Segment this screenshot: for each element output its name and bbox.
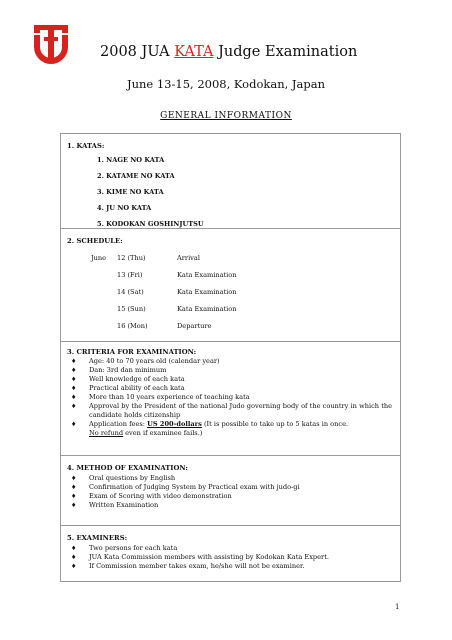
- schedule-event: Kata Examination: [177, 305, 237, 313]
- criteria-item: ♦ Well knowledge of each kata: [71, 375, 185, 383]
- diamond-bullet-icon: ♦: [71, 563, 77, 570]
- document-subtitle: June 13-15, 2008, Kodokan, Japan: [126, 77, 326, 91]
- schedule-event: Arrival: [177, 254, 200, 262]
- method-item: ♦ Oral questions by English: [71, 474, 176, 482]
- schedule-day: 14 (Sat): [117, 288, 144, 296]
- title-suffix: Judge Examination: [213, 44, 358, 60]
- diamond-bullet-icon: ♦: [71, 502, 77, 509]
- method-item: ♦ Confirmation of Judging System by Practical exam with judo-gi: [71, 483, 300, 491]
- method-item: ♦ Written Examination: [71, 501, 159, 509]
- criteria-item: ♦ Practical ability of each kata: [71, 384, 185, 392]
- diamond-bullet-icon: ♦: [71, 493, 77, 500]
- schedule-section: [60, 229, 401, 342]
- examiners-item: ♦ If Commission member takes exam, he/she will not be examiner.: [71, 562, 305, 570]
- diamond-bullet-icon: ♦: [71, 484, 77, 491]
- diamond-bullet-icon: ♦: [71, 385, 77, 392]
- criteria-fee-item: ♦ Application fees: US 200-dollars (It is possible to take up to 5 katas in once. No refund even if examinee fails.): [71, 420, 349, 437]
- kata-item: 3. KIME NO KATA: [97, 188, 164, 196]
- schedule-event: Kata Examination: [177, 271, 237, 279]
- fee-amount: US 200-dollars: [147, 420, 202, 428]
- criteria-title: 3. CRITERIA FOR EXAMINATION:: [67, 348, 197, 356]
- kata-item: 2. KATAME NO KATA: [97, 172, 175, 180]
- diamond-bullet-icon: ♦: [71, 475, 77, 482]
- method-item: ♦ Exam of Scoring with video demonstration: [71, 492, 232, 500]
- kata-item: 1. NAGE NO KATA: [97, 156, 165, 164]
- schedule-title: 2. SCHEDULE:: [67, 237, 123, 245]
- schedule-day: 13 (Fri): [117, 271, 143, 279]
- diamond-bullet-icon: ♦: [71, 554, 77, 561]
- method-title: 4. METHOD OF EXAMINATION:: [67, 464, 188, 472]
- title-kata: KATA: [174, 44, 214, 60]
- document-title: [100, 44, 430, 60]
- diamond-bullet-icon: ♦: [71, 376, 77, 383]
- schedule-day: 12 (Thu): [117, 254, 146, 262]
- kata-item: 4. JU NO KATA: [97, 204, 152, 212]
- title-prefix: 2008 JUA: [100, 44, 175, 60]
- diamond-bullet-icon: ♦: [71, 545, 77, 552]
- criteria-section: [60, 342, 401, 456]
- criteria-list: [67, 357, 392, 438]
- diamond-bullet-icon: ♦: [71, 394, 77, 401]
- kata-item: 5. KODOKAN GOSHINJUTSU: [97, 220, 204, 228]
- examiners-item: ♦ JUA Kata Commission members with assisting by Kodokan Kata Expert.: [71, 553, 329, 561]
- no-refund-text: No refund: [89, 429, 124, 437]
- schedule-event: Kata Examination: [177, 288, 237, 296]
- schedule-day: 16 (Mon): [117, 322, 148, 330]
- diamond-bullet-icon: ♦: [71, 358, 77, 365]
- jua-logo: [31, 21, 71, 65]
- criteria-item: ♦ Approval by the President of the national Judo governing body of the country in which the candidate holds citizenship: [71, 402, 392, 419]
- schedule-day: 15 (Sun): [117, 305, 146, 313]
- katas-title: 1. KATAS:: [67, 142, 105, 150]
- general-information-heading: GENERAL INFORMATION: [160, 111, 292, 121]
- diamond-bullet-icon: ♦: [71, 367, 77, 374]
- examiners-item: ♦ Two persons for each kata: [71, 544, 178, 552]
- page-number: 1: [395, 603, 400, 611]
- examiners-section: [60, 526, 401, 582]
- katas-section: [60, 133, 401, 229]
- examiners-list: [67, 544, 392, 571]
- criteria-item: ♦ Age: 40 to 70 years old (calendar year): [71, 357, 220, 365]
- criteria-item: ♦ More than 10 years experience of teaching kata: [71, 393, 250, 401]
- method-list: [67, 474, 392, 510]
- criteria-item: ♦ Dan: 3rd dan minimum: [71, 366, 167, 374]
- diamond-bullet-icon: ♦: [71, 421, 77, 428]
- schedule-month: June: [91, 254, 107, 262]
- diamond-bullet-icon: ♦: [71, 403, 77, 410]
- examiners-title: 5. EXAMINERS:: [67, 534, 128, 542]
- schedule-event: Departure: [177, 322, 212, 330]
- method-section: [60, 456, 401, 526]
